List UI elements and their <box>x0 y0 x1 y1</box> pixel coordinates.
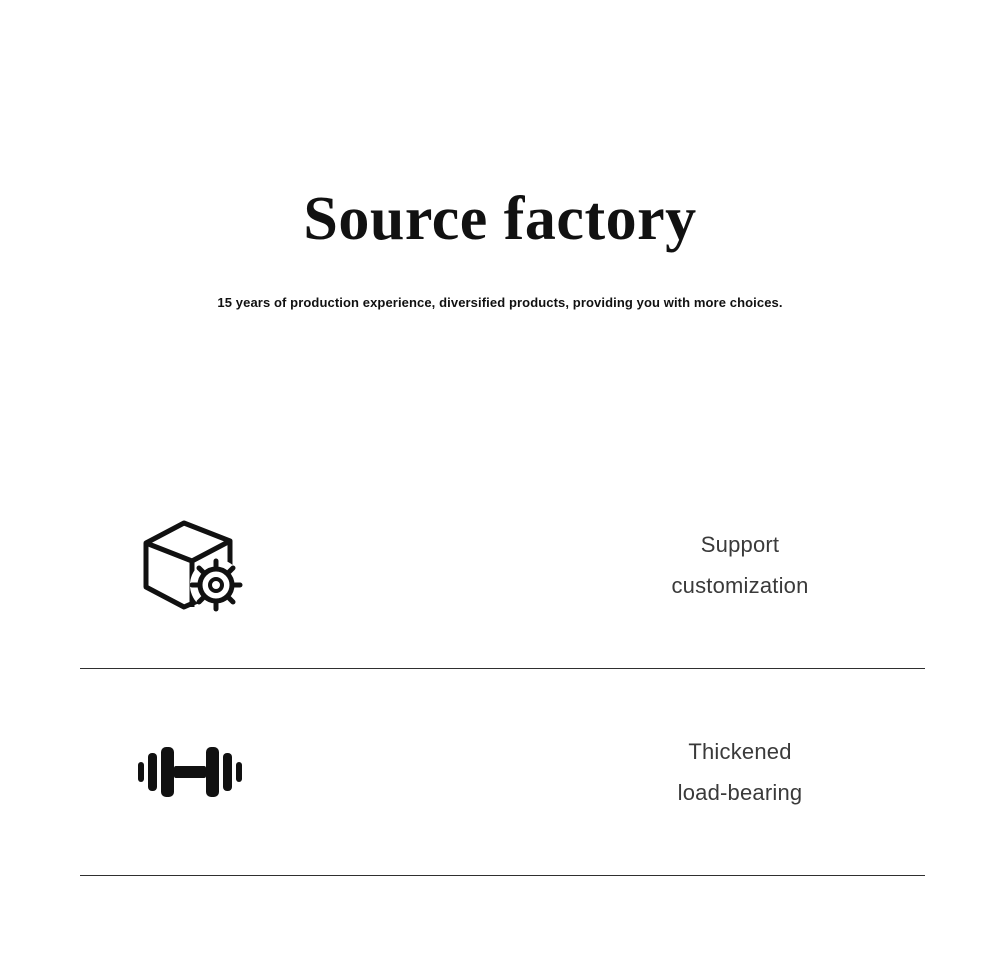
feature-line-secondary: customization <box>671 573 809 598</box>
header <box>0 185 1000 310</box>
divider <box>80 668 925 669</box>
feature-line-primary: Support <box>700 531 780 557</box>
feature-line-primary: Thickened <box>688 738 792 764</box>
divider <box>80 875 925 876</box>
page-title: Source factory <box>303 185 697 253</box>
feature-text-customization <box>560 470 920 660</box>
feature-item-load-bearing <box>0 677 1000 867</box>
feature-item-customization <box>0 470 1000 660</box>
dumbbell-icon <box>120 677 260 867</box>
page-subtitle: 15 years of production experience, diversified products, providing you with more choices. <box>217 295 783 311</box>
feature-text-load-bearing <box>560 677 920 867</box>
feature-list <box>0 470 1000 884</box>
box-gear-icon <box>120 470 260 660</box>
feature-line-secondary: load-bearing <box>677 780 803 805</box>
